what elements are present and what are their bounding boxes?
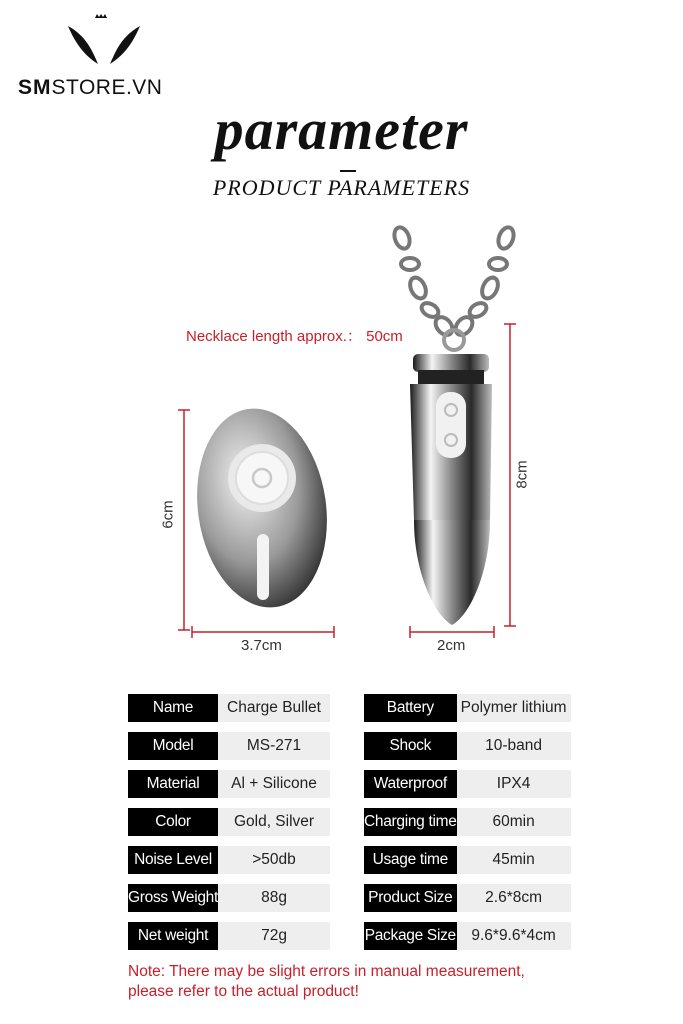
spec-row — [128, 732, 330, 760]
spec-row — [128, 770, 330, 798]
title-divider — [340, 170, 356, 172]
spec-row — [128, 922, 330, 950]
spec-row — [128, 884, 330, 912]
spec-row — [364, 808, 571, 836]
page-subtitle: PRODUCT PARAMETERS — [212, 175, 471, 200]
spec-row — [364, 732, 571, 760]
spec-label: Product Size — [364, 884, 457, 912]
spec-row — [128, 846, 330, 874]
spec-label: Noise Level — [128, 846, 218, 874]
necklace-length-text: Necklace length approx.： — [186, 328, 362, 345]
spec-label: Color — [128, 808, 218, 836]
brand-bold: SM — [18, 76, 52, 99]
necklace-length-label — [186, 325, 403, 346]
spec-row — [364, 884, 571, 912]
spec-row — [364, 922, 571, 950]
bullet-height-label: 8cm — [513, 460, 531, 489]
spec-label: Charging time — [364, 808, 457, 836]
spec-value: Charge Bullet — [218, 694, 330, 722]
remote-height-label: 6cm — [159, 500, 177, 529]
spec-row — [364, 770, 571, 798]
page-title: parameter — [214, 97, 469, 162]
spec-label: Shock — [364, 732, 457, 760]
spec-table-right — [364, 684, 571, 960]
product-illustration — [0, 220, 683, 660]
spec-value: IPX4 — [457, 770, 571, 798]
remote-control — [185, 400, 340, 616]
spec-label: Name — [128, 694, 218, 722]
spec-value: Polymer lithium — [457, 694, 571, 722]
spec-label: Usage time — [364, 846, 457, 874]
spec-label: Model — [128, 732, 218, 760]
cat-ears-logo-icon — [64, 14, 144, 70]
bullet-vibrator — [410, 354, 492, 625]
spec-value: >50db — [218, 846, 330, 874]
spec-label: Material — [128, 770, 218, 798]
spec-label: Package Size — [364, 922, 457, 950]
spec-value: Gold, Silver — [218, 808, 330, 836]
spec-table-left — [128, 684, 330, 960]
spec-row — [128, 808, 330, 836]
spec-row — [364, 846, 571, 874]
necklace-length-value: 50cm — [366, 328, 403, 345]
spec-label: Gross Weight — [128, 884, 218, 912]
spec-label: Battery — [364, 694, 457, 722]
store-logo[interactable] — [18, 14, 178, 99]
spec-value: Al + Silicone — [218, 770, 330, 798]
spec-value: 88g — [218, 884, 330, 912]
measurement-note: Note: There may be slight errors in manual measurement, please refer to the actual product! — [128, 963, 525, 1000]
spec-value: 45min — [457, 846, 571, 874]
spec-row — [364, 694, 571, 722]
spec-label: Waterproof — [364, 770, 457, 798]
remote-width-label: 3.7cm — [241, 637, 282, 654]
spec-label: Net weight — [128, 922, 218, 950]
spec-value: 72g — [218, 922, 330, 950]
spec-row — [128, 694, 330, 722]
spec-value: 9.6*9.6*4cm — [457, 922, 571, 950]
brand-rest: STORE.VN — [51, 76, 163, 99]
spec-value: MS-271 — [218, 732, 330, 760]
spec-value: 60min — [457, 808, 571, 836]
spec-value: 10-band — [457, 732, 571, 760]
spec-value: 2.6*8cm — [457, 884, 571, 912]
chain — [392, 225, 517, 350]
bullet-width-label: 2cm — [437, 637, 466, 654]
